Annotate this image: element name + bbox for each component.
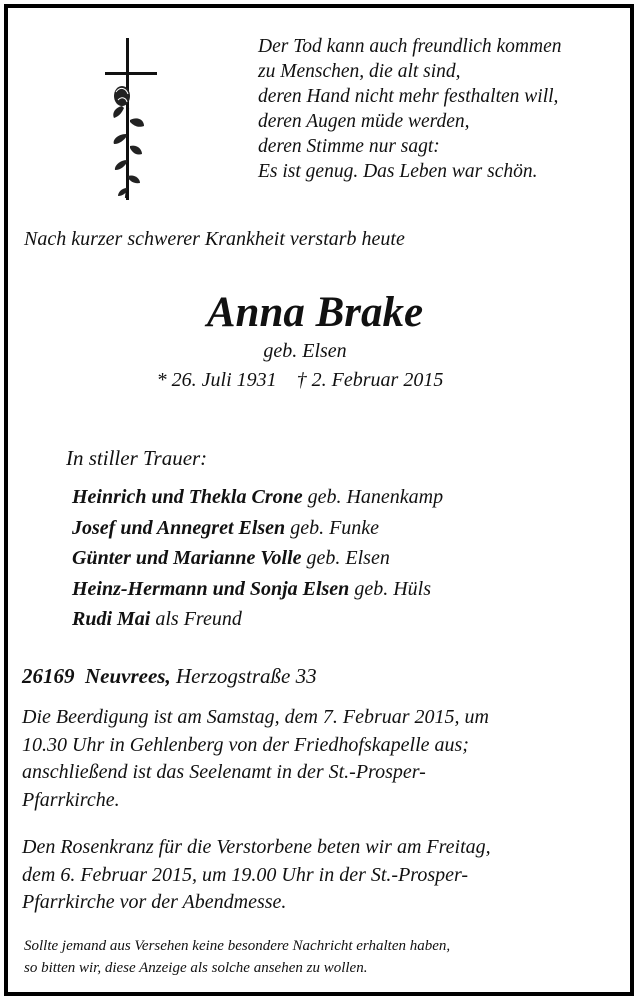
poem-line: Es ist genug. Das Leben war schön. [258,161,538,182]
poem-line: deren Augen müde werden, [258,111,470,132]
rosary-line: dem 6. Februar 2015, um 19.00 Uhr in der St.-Prosper- [22,863,469,886]
poem-line: zu Menschen, die alt sind, [258,61,461,82]
mourner-suffix: geb. Hanenkamp [307,486,444,508]
funeral-line: Pfarrkirche. [22,788,120,811]
poem-line: deren Hand nicht mehr festhalten will, [258,86,559,107]
note-line: so bitten wir, diese Anzeige als solche ansehen zu wollen. [24,960,368,976]
mourner-row [72,543,443,574]
rosary-line: Den Rosenkranz für die Verstorbene beten wir am Freitag, [22,836,491,858]
poem-line: deren Stimme nur sagt: [258,136,440,157]
intro-text: Nach kurzer schwerer Krankheit verstarb heute [24,228,405,250]
postal-code: 26169 [22,664,75,688]
mourners-list [72,482,443,635]
mourner-suffix: geb. Hüls [354,577,431,600]
life-dates [0,369,600,392]
mourner-row [72,574,443,605]
poem-line: Der Tod kann auch freundlich kommen [258,36,562,57]
maiden-name: geb. Elsen [263,340,347,362]
mourner-names: Heinrich und Thekla Crone [72,486,303,508]
rosary-line: Pfarrkirche vor der Abendmesse. [22,891,287,913]
rosary-info [22,834,622,917]
funeral-line: anschließend ist das Seelenamt in der St.-Prosper- [22,761,426,783]
mourning-title: In stiller Trauer: [66,446,208,470]
funeral-info [22,704,622,814]
mourner-row [72,482,443,513]
cross-with-rose-icon [100,38,160,203]
mourner-names: Rudi Mai [72,608,151,630]
note-line: Sollte jemand aus Versehen keine besondere Nachricht erhalten haben, [24,938,451,954]
city: Neuvrees, [85,664,171,688]
death-date: † 2. Februar 2015 [296,369,444,391]
mourner-names: Günter und Marianne Volle [72,547,302,569]
mourner-row [72,604,443,635]
mourner-row [72,513,443,544]
funeral-line: Die Beerdigung ist am Samstag, dem 7. Februar 2015, um [22,706,489,728]
funeral-line: 10.30 Uhr in Gehlenberg von der Friedhofskapelle aus; [22,733,469,756]
street: Herzogstraße 33 [175,664,317,688]
address [22,664,317,689]
mourner-suffix: geb. Elsen [306,547,390,569]
mourner-suffix: geb. Funke [290,516,380,539]
mourner-names: Josef und Annegret Elsen [72,516,286,539]
notification-note [24,935,450,979]
mourner-names: Heinz-Hermann und Sonja Elsen [72,577,350,600]
deceased-name: Anna Brake [206,289,424,336]
poem [258,34,561,184]
birth-date: * 26. Juli 1931 [156,369,277,391]
mourner-suffix: als Freund [155,608,242,630]
